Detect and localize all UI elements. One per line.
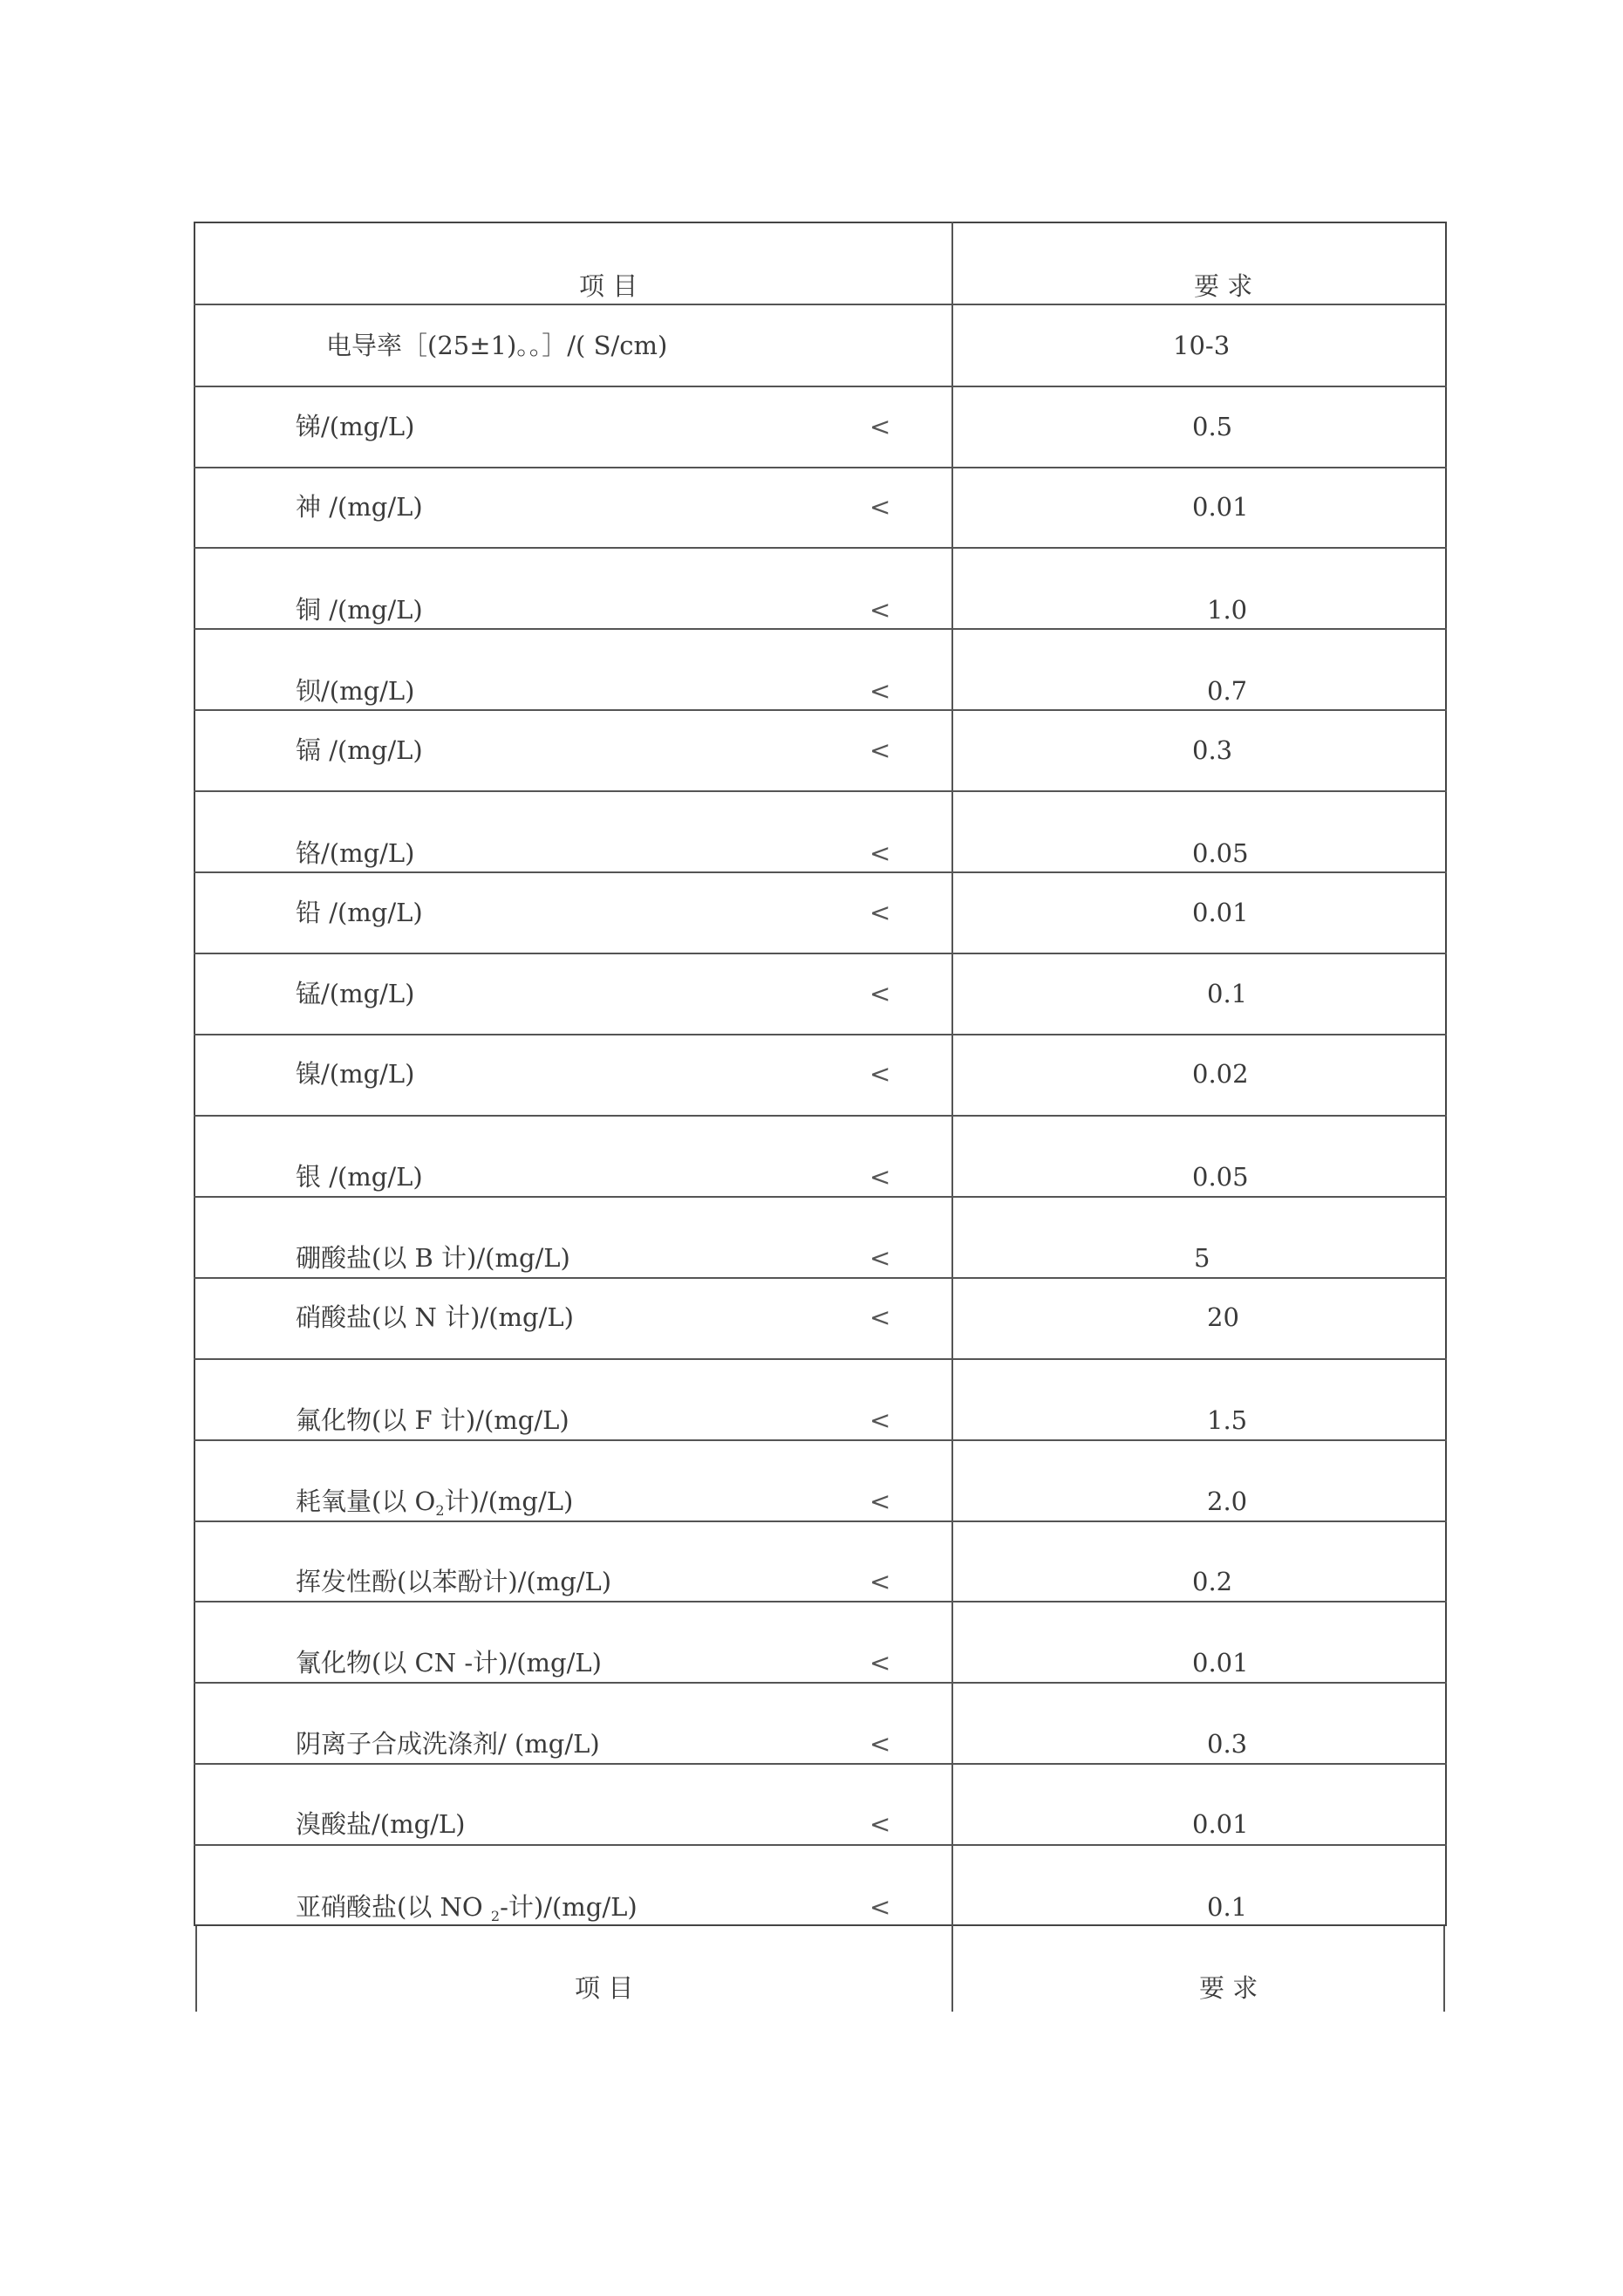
- header-item: 项 目: [579, 271, 638, 301]
- row-value: 0.3: [1207, 1729, 1248, 1759]
- row-separator: [194, 1439, 1447, 1441]
- row-value: 20: [1207, 1302, 1239, 1332]
- row-item: 硼酸盐(以 B 计)/(mg/L): [296, 1243, 570, 1273]
- row-item: 氟化物(以 F 计)/(mg/L): [296, 1405, 569, 1435]
- row-item: 钡/(mg/L): [296, 676, 415, 706]
- row-value: 0.5: [1192, 412, 1233, 441]
- row-separator: [194, 871, 1447, 873]
- comparison-symbol: <: [869, 898, 891, 927]
- row-item-text: 耗氧量(以 O: [296, 1486, 436, 1516]
- comparison-symbol: <: [869, 1059, 891, 1089]
- comparison-symbol: <: [869, 676, 891, 706]
- row-separator: [194, 628, 1447, 630]
- comparison-symbol: <: [869, 1809, 891, 1839]
- row-item: 镍/(mg/L): [296, 1059, 415, 1089]
- row-item: 锑/(mg/L): [296, 412, 415, 441]
- comparison-symbol: <: [869, 1648, 891, 1678]
- comparison-symbol: <: [869, 412, 891, 441]
- comparison-symbol: <: [869, 492, 891, 522]
- row-separator: [194, 1763, 1447, 1765]
- row-separator: [194, 790, 1447, 792]
- row-value: 0.01: [1192, 1809, 1249, 1839]
- row-item: 铅 /(mg/L): [296, 898, 423, 927]
- row-separator: [194, 547, 1447, 549]
- row-separator: [194, 1682, 1447, 1684]
- row-item: 铬/(mg/L): [296, 838, 415, 868]
- row-item: 神 /(mg/L): [296, 492, 423, 522]
- row-item: 锰/(mg/L): [296, 979, 415, 1008]
- row-item: [296, 1892, 638, 1924]
- row-separator: [194, 304, 1447, 305]
- row-value: 0.05: [1192, 1162, 1249, 1192]
- row-item: [296, 1486, 574, 1519]
- row-value: 0.3: [1192, 735, 1233, 765]
- row-separator: [194, 1034, 1447, 1035]
- row-value: 0.01: [1192, 492, 1249, 522]
- row-item: 挥发性酚(以苯酚计)/(mg/L): [296, 1567, 612, 1596]
- row-separator: [194, 709, 1447, 711]
- row-value: 2.0: [1207, 1486, 1248, 1516]
- table2-left-edge: [195, 1926, 197, 2012]
- row-item: 铜 /(mg/L): [296, 595, 423, 625]
- row-value: 0.1: [1207, 1892, 1248, 1922]
- row-separator: [194, 467, 1447, 468]
- next-table-header-requirement: 要 求: [1199, 1973, 1258, 2003]
- comparison-symbol: <: [869, 1729, 891, 1759]
- row-item-text: 计)/(mg/L): [444, 1486, 574, 1516]
- row-value: 1.0: [1207, 595, 1248, 625]
- row-value: 0.01: [1192, 898, 1249, 927]
- comparison-symbol: <: [869, 1302, 891, 1332]
- comparison-symbol: <: [869, 979, 891, 1008]
- row-separator: [194, 953, 1447, 954]
- comparison-symbol: <: [869, 735, 891, 765]
- row-item: 阴离子合成洗涤剂/ (mg/L): [296, 1729, 600, 1759]
- row-value: 5: [1194, 1243, 1210, 1273]
- comparison-symbol: <: [869, 1243, 891, 1273]
- row-separator: [194, 1844, 1447, 1846]
- comparison-symbol: <: [869, 595, 891, 625]
- row-separator: [194, 386, 1447, 387]
- row-separator: [194, 1115, 1447, 1117]
- comparison-symbol: <: [869, 1892, 891, 1922]
- row-item: 硝酸盐(以 N 计)/(mg/L): [296, 1302, 574, 1332]
- subscript: 2: [490, 1908, 501, 1924]
- row-item: 溴酸盐/(mg/L): [296, 1809, 466, 1839]
- comparison-symbol: <: [869, 1162, 891, 1192]
- comparison-symbol: <: [869, 838, 891, 868]
- row-item: 镉 /(mg/L): [296, 735, 423, 765]
- row-value: 0.2: [1192, 1567, 1233, 1596]
- comparison-symbol: <: [869, 1486, 891, 1516]
- next-table-header-item: 项 目: [575, 1973, 634, 2003]
- row-separator: [194, 1601, 1447, 1602]
- row-separator: [194, 1196, 1447, 1198]
- column-divider: [951, 222, 953, 2012]
- comparison-symbol: <: [869, 1567, 891, 1596]
- row-separator: [194, 1277, 1447, 1279]
- header-requirement: 要 求: [1194, 271, 1253, 301]
- row-value: 1.5: [1207, 1405, 1248, 1435]
- row-item: 银 /(mg/L): [296, 1162, 423, 1192]
- conductivity-item: 电导率［(25±1)。。］/( S/cm): [326, 331, 668, 360]
- row-item-text: 亚硝酸盐(以 NO: [296, 1892, 491, 1922]
- subscript: 2: [435, 1502, 445, 1519]
- row-item-text: -计)/(mg/L): [500, 1892, 638, 1922]
- row-separator: [194, 1358, 1447, 1360]
- conductivity-value: 10-3: [1173, 331, 1231, 360]
- row-item: 氰化物(以 CN -计)/(mg/L): [296, 1648, 602, 1678]
- row-value: 0.1: [1207, 979, 1248, 1008]
- row-separator: [194, 1520, 1447, 1522]
- row-value: 0.01: [1192, 1648, 1249, 1678]
- row-value: 0.7: [1207, 676, 1248, 706]
- row-value: 0.02: [1192, 1059, 1249, 1089]
- row-value: 0.05: [1192, 838, 1249, 868]
- table2-right-edge: [1443, 1926, 1445, 2012]
- comparison-symbol: <: [869, 1405, 891, 1435]
